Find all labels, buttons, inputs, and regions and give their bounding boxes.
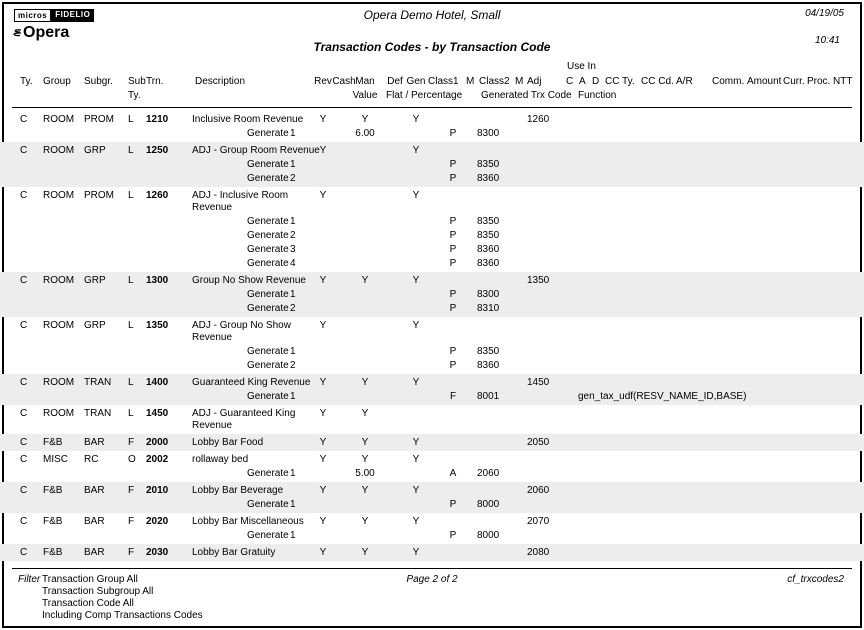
- cell-no: 2: [290, 360, 296, 371]
- cell-group: ROOM: [43, 408, 75, 419]
- cell-gen: Y: [412, 275, 420, 286]
- cell-ty: C: [20, 190, 28, 201]
- cell-label: Generate: [247, 499, 289, 510]
- cell-no: 1: [290, 159, 296, 170]
- cell-description: ADJ - Inclusive Room Revenue: [192, 190, 289, 213]
- cell-gen: Y: [412, 145, 420, 156]
- cell-man-value: Y: [361, 114, 369, 125]
- cell-trn: 1400: [146, 377, 169, 388]
- cell-man-value: Y: [361, 275, 369, 286]
- trx-code-group: [0, 544, 864, 561]
- cell-subgr: GRP: [84, 145, 106, 156]
- column-header-trn: Trn.: [146, 76, 164, 87]
- report-date: 04/19/05: [805, 8, 844, 19]
- cell-sub-ty: F: [128, 485, 135, 496]
- trx-code-group: [0, 187, 864, 272]
- cell-flat-pct: P: [449, 244, 457, 255]
- cell-subgr: BAR: [84, 547, 105, 558]
- table-row-generate: [0, 359, 864, 373]
- cell-adj-trx-code: 1260: [527, 114, 550, 125]
- cell-group: ROOM: [43, 114, 75, 125]
- column-header-group: Group: [43, 76, 71, 87]
- cell-label: Generate: [247, 173, 289, 184]
- cell-generated-code: 8350: [477, 346, 500, 357]
- cell-man-value: Y: [361, 485, 369, 496]
- cell-label: Generate: [247, 303, 289, 314]
- cell-generated-code: 8350: [477, 159, 500, 170]
- report-time: 10:41: [814, 35, 840, 46]
- cell-sub-ty: L: [128, 190, 134, 201]
- cell-flat-pct: P: [449, 159, 457, 170]
- table-body: [0, 111, 864, 561]
- cell-flat-pct: P: [449, 128, 457, 139]
- cell-no: 2: [290, 173, 296, 184]
- cell-group: ROOM: [43, 377, 75, 388]
- trx-code-group: [0, 513, 864, 544]
- cell-sub-ty: L: [128, 275, 134, 286]
- cell-description: ADJ - Group No Show Revenue: [192, 320, 291, 343]
- table-row: [0, 407, 864, 433]
- column-header-ar: A/R: [676, 76, 693, 87]
- cell-rev: Y: [319, 114, 327, 125]
- cell-sub-ty: L: [128, 377, 134, 388]
- filter-line: Transaction Subgroup All: [42, 586, 154, 597]
- cell-no: 1: [290, 346, 296, 357]
- table-row: [0, 515, 864, 529]
- cell-sub-ty: L: [128, 320, 134, 331]
- table-row: [0, 546, 864, 560]
- cell-ty: C: [20, 408, 28, 419]
- table-row-generate: [0, 257, 864, 271]
- cell-subgr: RC: [84, 454, 99, 465]
- cell-trn: 2030: [146, 547, 169, 558]
- cell-subgr: PROM: [84, 190, 114, 201]
- cell-flat-pct: F: [449, 391, 457, 402]
- table-row-generate: [0, 467, 864, 481]
- cell-rev: Y: [319, 377, 327, 388]
- column-header-proc: Proc.: [807, 76, 831, 87]
- cell-rev: Y: [319, 516, 327, 527]
- cell-ty: C: [20, 145, 28, 156]
- table-row-generate: [0, 498, 864, 512]
- report-code: cf_trxcodes2: [787, 574, 844, 585]
- cell-generated-code: 8350: [477, 230, 500, 241]
- cell-no: 1: [290, 289, 296, 300]
- filter-line: Including Comp Transactions Codes: [42, 610, 203, 621]
- cell-man-value: Y: [361, 377, 369, 388]
- cell-trn: 1210: [146, 114, 169, 125]
- cell-no: 1: [290, 530, 296, 541]
- cell-sub-ty: F: [128, 516, 135, 527]
- cell-trn: 1250: [146, 145, 169, 156]
- cell-flat-pct: P: [449, 360, 457, 371]
- cell-description: Lobby Bar Beverage: [192, 485, 284, 496]
- cell-generated-code: 2060: [477, 468, 500, 479]
- cell-sub-ty: F: [128, 437, 135, 448]
- cell-label: Generate: [247, 360, 289, 371]
- cell-description: Inclusive Room Revenue: [192, 114, 304, 125]
- cell-group: ROOM: [43, 320, 75, 331]
- cell-description: Lobby Bar Miscellaneous: [192, 516, 304, 527]
- table-row: [0, 436, 864, 450]
- cell-ty: C: [20, 377, 28, 388]
- cell-no: 3: [290, 244, 296, 255]
- table-row-generate: [0, 158, 864, 172]
- column-header-sub: Sub: [128, 76, 146, 87]
- trx-code-group: [0, 482, 864, 513]
- cell-group: MISC: [43, 454, 68, 465]
- column-header-comm: Comm.: [712, 76, 745, 87]
- cell-label: Generate: [247, 159, 289, 170]
- page-indicator: Page 2 of 2: [406, 574, 458, 585]
- cell-no: 1: [290, 391, 296, 402]
- table-row-generate: [0, 243, 864, 257]
- cell-generated-code: 8300: [477, 128, 500, 139]
- cell-generated-code: 8360: [477, 360, 500, 371]
- cell-sub-ty: O: [128, 454, 136, 465]
- fidelio-logo-text: FIDELIO: [51, 9, 94, 22]
- column-header-flat-percentage: Flat / Percentage: [386, 90, 463, 101]
- trx-code-group: [0, 405, 864, 434]
- cell-adj-trx-code: 1350: [527, 275, 550, 286]
- cell-description: Guaranteed King Revenue: [192, 377, 311, 388]
- footer-divider: [12, 568, 852, 569]
- cell-subgr: GRP: [84, 320, 106, 331]
- cell-generated-code: 8001: [477, 391, 500, 402]
- table-row-generate: [0, 288, 864, 302]
- cell-no: 1: [290, 499, 296, 510]
- cell-gen: Y: [412, 320, 420, 331]
- cell-man-value: Y: [361, 408, 369, 419]
- trx-code-group: [0, 451, 864, 482]
- cell-description: Lobby Bar Gratuity: [192, 547, 276, 558]
- cell-description: ADJ - Group Room Revenue: [192, 145, 320, 156]
- cell-gen: Y: [412, 114, 420, 125]
- cell-rev: Y: [319, 485, 327, 496]
- opera-swirl-icon: [12, 26, 22, 40]
- cell-rev: Y: [319, 408, 327, 419]
- cell-man-value: Y: [361, 454, 369, 465]
- cell-ty: C: [20, 114, 28, 125]
- cell-sub-ty: F: [128, 547, 135, 558]
- cell-adj-trx-code: 2080: [527, 547, 550, 558]
- cell-func: gen_tax_udf(RESV_NAME_ID,BASE): [578, 391, 747, 402]
- cell-no: 2: [290, 230, 296, 241]
- cell-description: rollaway bed: [192, 454, 249, 465]
- opera-logo-text: Opera: [23, 24, 70, 41]
- cell-generated-code: 8300: [477, 289, 500, 300]
- cell-subgr: TRAN: [84, 377, 112, 388]
- cell-gen: Y: [412, 516, 420, 527]
- cell-rev: Y: [319, 437, 327, 448]
- cell-flat-pct: A: [449, 468, 457, 479]
- table-row: [0, 113, 864, 127]
- cell-trn: 2000: [146, 437, 169, 448]
- cell-group: F&B: [43, 547, 63, 558]
- column-header-c: C: [566, 76, 574, 87]
- cell-label: Generate: [247, 258, 289, 269]
- cell-gen: Y: [412, 437, 420, 448]
- cell-ty: C: [20, 275, 28, 286]
- cell-generated-code: 8360: [477, 258, 500, 269]
- cell-man-value: Y: [361, 547, 369, 558]
- cell-trn: 1260: [146, 190, 169, 201]
- cell-adj-trx-code: 2060: [527, 485, 550, 496]
- trx-code-group: [0, 317, 864, 374]
- column-header-man: Man: [355, 76, 375, 87]
- column-header-value: Value: [352, 90, 378, 101]
- column-header-ntt: NTT: [833, 76, 853, 87]
- cell-label: Generate: [247, 230, 289, 241]
- cell-rev: Y: [319, 454, 327, 465]
- cell-rev: Y: [319, 547, 327, 558]
- column-header-def: Def: [387, 76, 403, 87]
- table-row-generate: [0, 127, 864, 141]
- cell-flat-pct: P: [449, 173, 457, 184]
- cell-no: 4: [290, 258, 296, 269]
- column-header-use-in: Use In: [567, 61, 596, 72]
- column-header-gen: Gen: [406, 76, 426, 87]
- cell-trn: 2010: [146, 485, 169, 496]
- cell-man-value: 5.00: [355, 468, 375, 479]
- table-row: [0, 484, 864, 498]
- cell-group: ROOM: [43, 145, 75, 156]
- cell-rev: Y: [319, 190, 327, 201]
- cell-trn: 2020: [146, 516, 169, 527]
- table-row: [0, 376, 864, 390]
- cell-subgr: BAR: [84, 485, 105, 496]
- cell-ty: C: [20, 320, 28, 331]
- cell-no: 1: [290, 128, 296, 139]
- cell-gen: Y: [412, 190, 420, 201]
- table-row-generate: [0, 390, 864, 404]
- table-row-generate: [0, 302, 864, 316]
- table-row-generate: [0, 529, 864, 543]
- table-row: [0, 319, 864, 345]
- cell-generated-code: 8350: [477, 216, 500, 227]
- column-header-class2: Class2: [479, 76, 510, 87]
- table-row: [0, 189, 864, 215]
- cell-trn: 1450: [146, 408, 169, 419]
- cell-no: 2: [290, 303, 296, 314]
- cell-generated-code: 8000: [477, 499, 500, 510]
- cell-sub-ty: L: [128, 114, 134, 125]
- table-row: [0, 274, 864, 288]
- cell-trn: 1300: [146, 275, 169, 286]
- trx-code-group: [0, 142, 864, 187]
- header-divider: [12, 107, 852, 108]
- cell-group: F&B: [43, 485, 63, 496]
- column-header-class1: Class1: [428, 76, 459, 87]
- cell-man-value: Y: [361, 437, 369, 448]
- cell-subgr: BAR: [84, 516, 105, 527]
- cell-group: F&B: [43, 437, 63, 448]
- cell-flat-pct: P: [449, 258, 457, 269]
- cell-gen: Y: [412, 547, 420, 558]
- column-header-generated-trx-code: Generated Trx Code: [481, 90, 572, 101]
- cell-label: Generate: [247, 530, 289, 541]
- filter-label: Filter: [18, 574, 41, 585]
- cell-gen: Y: [412, 377, 420, 388]
- hotel-name: Opera Demo Hotel, Small: [363, 8, 501, 22]
- cell-man-value: Y: [361, 516, 369, 527]
- column-header-amount: Amount: [747, 76, 782, 87]
- cell-generated-code: 8310: [477, 303, 500, 314]
- cell-group: F&B: [43, 516, 63, 527]
- column-header-ty: Ty.: [20, 76, 33, 87]
- column-header-sub-ty: Ty.: [128, 90, 141, 101]
- cell-no: 1: [290, 468, 296, 479]
- table-row-generate: [0, 172, 864, 186]
- cell-label: Generate: [247, 128, 289, 139]
- table-row: [0, 144, 864, 158]
- cell-ty: C: [20, 485, 28, 496]
- cell-adj-trx-code: 2070: [527, 516, 550, 527]
- column-header-description: Description: [195, 76, 246, 87]
- column-header-adj: Adj: [527, 76, 542, 87]
- cell-adj-trx-code: 2050: [527, 437, 550, 448]
- cell-rev: Y: [319, 145, 327, 156]
- cell-man-value: 6.00: [355, 128, 375, 139]
- trx-code-group: [0, 374, 864, 405]
- cell-label: Generate: [247, 346, 289, 357]
- trx-code-group: [0, 272, 864, 317]
- cell-flat-pct: P: [449, 346, 457, 357]
- filter-line: Transaction Group All: [42, 574, 138, 585]
- cell-trn: 1350: [146, 320, 169, 331]
- cell-flat-pct: P: [449, 499, 457, 510]
- cell-no: 1: [290, 216, 296, 227]
- column-header-curr: Curr.: [783, 76, 805, 87]
- column-header-cc-cd: CC Cd.: [641, 76, 674, 87]
- cell-description: ADJ - Guaranteed King Revenue: [192, 408, 296, 431]
- column-header-a: A: [579, 76, 586, 87]
- column-header-m1: M: [466, 76, 475, 87]
- trx-code-group: [0, 434, 864, 451]
- cell-flat-pct: P: [449, 289, 457, 300]
- cell-label: Generate: [247, 244, 289, 255]
- cell-label: Generate: [247, 289, 289, 300]
- cell-ty: C: [20, 547, 28, 558]
- cell-flat-pct: P: [449, 303, 457, 314]
- cell-ty: C: [20, 437, 28, 448]
- column-header-rev: Rev: [314, 76, 332, 87]
- cell-gen: Y: [412, 454, 420, 465]
- table-row-generate: [0, 345, 864, 359]
- cell-group: ROOM: [43, 190, 75, 201]
- cell-subgr: BAR: [84, 437, 105, 448]
- cell-sub-ty: L: [128, 408, 134, 419]
- cell-generated-code: 8360: [477, 244, 500, 255]
- cell-label: Generate: [247, 216, 289, 227]
- cell-rev: Y: [319, 275, 327, 286]
- column-header-m2: M: [515, 76, 524, 87]
- cell-gen: Y: [412, 485, 420, 496]
- cell-generated-code: 8360: [477, 173, 500, 184]
- cell-subgr: PROM: [84, 114, 114, 125]
- table-row-generate: [0, 215, 864, 229]
- report-title: Transaction Codes - by Transaction Code: [313, 40, 551, 54]
- cell-flat-pct: P: [449, 230, 457, 241]
- cell-label: Generate: [247, 391, 289, 402]
- cell-group: ROOM: [43, 275, 75, 286]
- table-row: [0, 453, 864, 467]
- cell-subgr: TRAN: [84, 408, 112, 419]
- cell-sub-ty: L: [128, 145, 134, 156]
- table-header: [0, 58, 864, 110]
- column-header-cc-ty: CC Ty.: [605, 76, 635, 87]
- column-header-cash: Cash: [332, 76, 356, 87]
- column-header-d: D: [592, 76, 600, 87]
- cell-flat-pct: P: [449, 530, 457, 541]
- column-header-subgr: Subgr.: [84, 76, 113, 87]
- cell-description: Lobby Bar Food: [192, 437, 264, 448]
- trx-code-group: [0, 111, 864, 142]
- cell-flat-pct: P: [449, 216, 457, 227]
- filter-line: Transaction Code All: [42, 598, 134, 609]
- cell-label: Generate: [247, 468, 289, 479]
- cell-description: Group No Show Revenue: [192, 275, 306, 286]
- cell-rev: Y: [319, 320, 327, 331]
- cell-subgr: GRP: [84, 275, 106, 286]
- table-row-generate: [0, 229, 864, 243]
- cell-ty: C: [20, 516, 28, 527]
- cell-ty: C: [20, 454, 28, 465]
- cell-adj-trx-code: 1450: [527, 377, 550, 388]
- micros-logo-text: micros: [14, 9, 51, 22]
- column-header-function: Function: [578, 90, 617, 101]
- cell-trn: 2002: [146, 454, 169, 465]
- cell-generated-code: 8000: [477, 530, 500, 541]
